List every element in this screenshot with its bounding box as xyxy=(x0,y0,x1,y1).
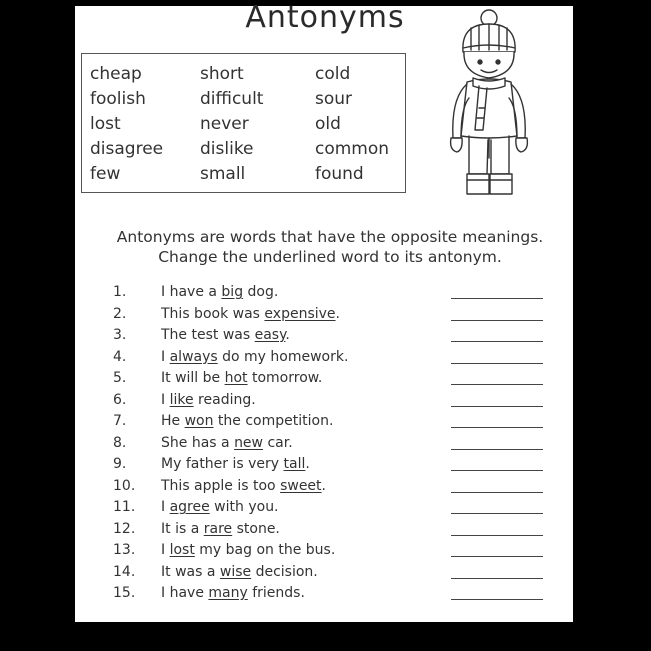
question-sentence xyxy=(161,413,333,429)
instructions-line-2: Change the underlined word to its antonym. xyxy=(158,248,502,266)
question-number: 5. xyxy=(113,370,127,386)
sentence-text-after: dog. xyxy=(243,284,279,300)
sentence-text-before: I have a xyxy=(161,284,222,300)
underlined-word: new xyxy=(234,434,263,451)
sentence-text-after: reading. xyxy=(193,391,256,408)
word-bank-word: cold xyxy=(315,64,351,84)
sentence-text-after: the competition. xyxy=(213,413,334,429)
underlined-word: easy xyxy=(254,327,286,343)
question-item xyxy=(75,564,573,584)
question-sentence xyxy=(161,306,340,322)
answer-blank-line[interactable] xyxy=(451,384,543,385)
sentence-text-before: I xyxy=(161,542,170,558)
word-bank-word: never xyxy=(200,114,249,134)
sentence-text-before: The test was xyxy=(161,327,255,343)
sentence-text-before: It will be xyxy=(161,370,225,386)
answer-blank-line[interactable] xyxy=(451,492,543,493)
underlined-word: hot xyxy=(224,370,248,386)
answer-blank-line[interactable] xyxy=(451,513,543,514)
instructions-line-1: Antonyms are words that have the opposite meanings. xyxy=(116,228,544,246)
question-number: 2. xyxy=(113,305,127,322)
question-item xyxy=(75,435,573,455)
sentence-text-before: She has a xyxy=(161,434,235,451)
underlined-word: sweet xyxy=(280,477,322,494)
question-sentence xyxy=(161,499,279,515)
sentence-text-before: He xyxy=(161,413,185,429)
sentence-text-before: It was a xyxy=(161,563,220,580)
question-number: 13. xyxy=(113,542,136,558)
answer-blank-line[interactable] xyxy=(451,320,543,321)
answer-blank-line[interactable] xyxy=(451,427,543,428)
word-bank-word: lost xyxy=(90,114,121,134)
word-bank-word: difficult xyxy=(200,89,264,109)
sentence-text-before: I xyxy=(161,499,170,515)
question-sentence xyxy=(161,542,335,558)
underlined-word: tall xyxy=(283,456,306,472)
question-item xyxy=(75,542,573,562)
question-number: 7. xyxy=(113,413,127,429)
question-sentence xyxy=(161,564,318,580)
word-bank-word: foolish xyxy=(90,89,146,109)
sentence-text-after: car. xyxy=(263,434,293,451)
sentence-text-after: with you. xyxy=(209,499,279,515)
underlined-word: won xyxy=(184,413,214,429)
question-number: 12. xyxy=(113,520,136,537)
question-item xyxy=(75,327,573,347)
question-sentence xyxy=(161,478,326,494)
answer-blank-line[interactable] xyxy=(451,578,543,579)
question-number: 3. xyxy=(113,327,127,343)
word-bank-word: cheap xyxy=(90,64,142,84)
question-number: 6. xyxy=(113,391,127,408)
sentence-text-after: decision. xyxy=(251,563,318,580)
question-number: 8. xyxy=(113,434,127,451)
answer-blank-line[interactable] xyxy=(451,470,543,471)
question-number: 4. xyxy=(113,348,127,365)
question-sentence xyxy=(161,370,322,386)
question-number: 1. xyxy=(113,284,127,300)
word-bank-word: common xyxy=(315,139,390,159)
answer-blank-line[interactable] xyxy=(451,341,543,342)
word-bank-word: short xyxy=(200,64,244,84)
question-item xyxy=(75,478,573,498)
worksheet-title: Antonyms xyxy=(245,0,405,35)
question-number: 11. xyxy=(113,499,136,515)
underlined-word: like xyxy=(169,391,194,408)
sentence-text-before: It is a xyxy=(161,520,204,537)
word-bank-word: sour xyxy=(315,89,353,109)
sentence-text-before: This book was xyxy=(161,305,265,322)
underlined-word: always xyxy=(169,348,218,365)
instructions xyxy=(95,227,565,267)
sentence-text-after: tomorrow. xyxy=(247,370,323,386)
sentence-text-after: friends. xyxy=(247,585,305,601)
word-bank-word: old xyxy=(315,114,341,134)
answer-blank-line[interactable] xyxy=(451,449,543,450)
question-item xyxy=(75,284,573,304)
underlined-word: big xyxy=(221,284,244,300)
sentence-text-before: My father is very xyxy=(161,456,284,472)
question-number: 9. xyxy=(113,456,127,472)
question-sentence xyxy=(161,284,278,300)
question-item xyxy=(75,456,573,476)
underlined-word: expensive xyxy=(264,305,336,322)
question-sentence xyxy=(161,521,280,537)
question-item xyxy=(75,585,573,605)
question-number: 10. xyxy=(113,477,136,494)
word-bank-word: small xyxy=(200,164,246,184)
answer-blank-line[interactable] xyxy=(451,599,543,600)
sentence-text-before: I xyxy=(161,391,170,408)
sentence-text-after: . xyxy=(305,456,310,472)
question-item xyxy=(75,499,573,519)
underlined-word: agree xyxy=(169,499,210,515)
underlined-word: many xyxy=(208,585,248,601)
question-item xyxy=(75,392,573,412)
word-bank-box xyxy=(81,53,406,193)
answer-blank-line[interactable] xyxy=(451,535,543,536)
word-bank-word: found xyxy=(315,164,364,184)
question-item xyxy=(75,370,573,390)
worksheet-page xyxy=(75,0,573,622)
sentence-text-after: my bag on the bus. xyxy=(194,542,336,558)
question-sentence xyxy=(161,392,256,408)
question-sentence xyxy=(161,585,305,601)
child-in-winter-clothes-illustration xyxy=(443,8,553,200)
question-number: 15. xyxy=(113,585,136,601)
answer-blank-line[interactable] xyxy=(451,298,543,299)
sentence-text-after: . xyxy=(285,327,290,343)
word-bank-word: dislike xyxy=(200,139,254,159)
question-item xyxy=(75,349,573,369)
question-sentence xyxy=(161,435,293,451)
question-sentence xyxy=(161,349,348,365)
answer-blank-line[interactable] xyxy=(451,363,543,364)
answer-blank-line[interactable] xyxy=(451,406,543,407)
answer-blank-line[interactable] xyxy=(451,556,543,557)
sentence-text-after: . xyxy=(335,305,340,322)
underlined-word: lost xyxy=(169,542,195,558)
underlined-word: wise xyxy=(219,563,252,580)
sentence-text-before: I xyxy=(161,348,170,365)
word-bank-word: disagree xyxy=(90,139,164,159)
underlined-word: rare xyxy=(203,520,233,537)
question-item xyxy=(75,413,573,433)
word-bank-word: few xyxy=(90,164,121,184)
question-sentence xyxy=(161,327,290,343)
sentence-text-after: stone. xyxy=(232,520,280,537)
sentence-text-before: I have xyxy=(161,585,209,601)
sentence-text-after: do my homework. xyxy=(217,348,349,365)
question-sentence xyxy=(161,456,310,472)
sentence-text-after: . xyxy=(321,477,326,494)
question-number: 14. xyxy=(113,563,136,580)
question-item xyxy=(75,521,573,541)
question-item xyxy=(75,306,573,326)
sentence-text-before: This apple is too xyxy=(161,477,281,494)
